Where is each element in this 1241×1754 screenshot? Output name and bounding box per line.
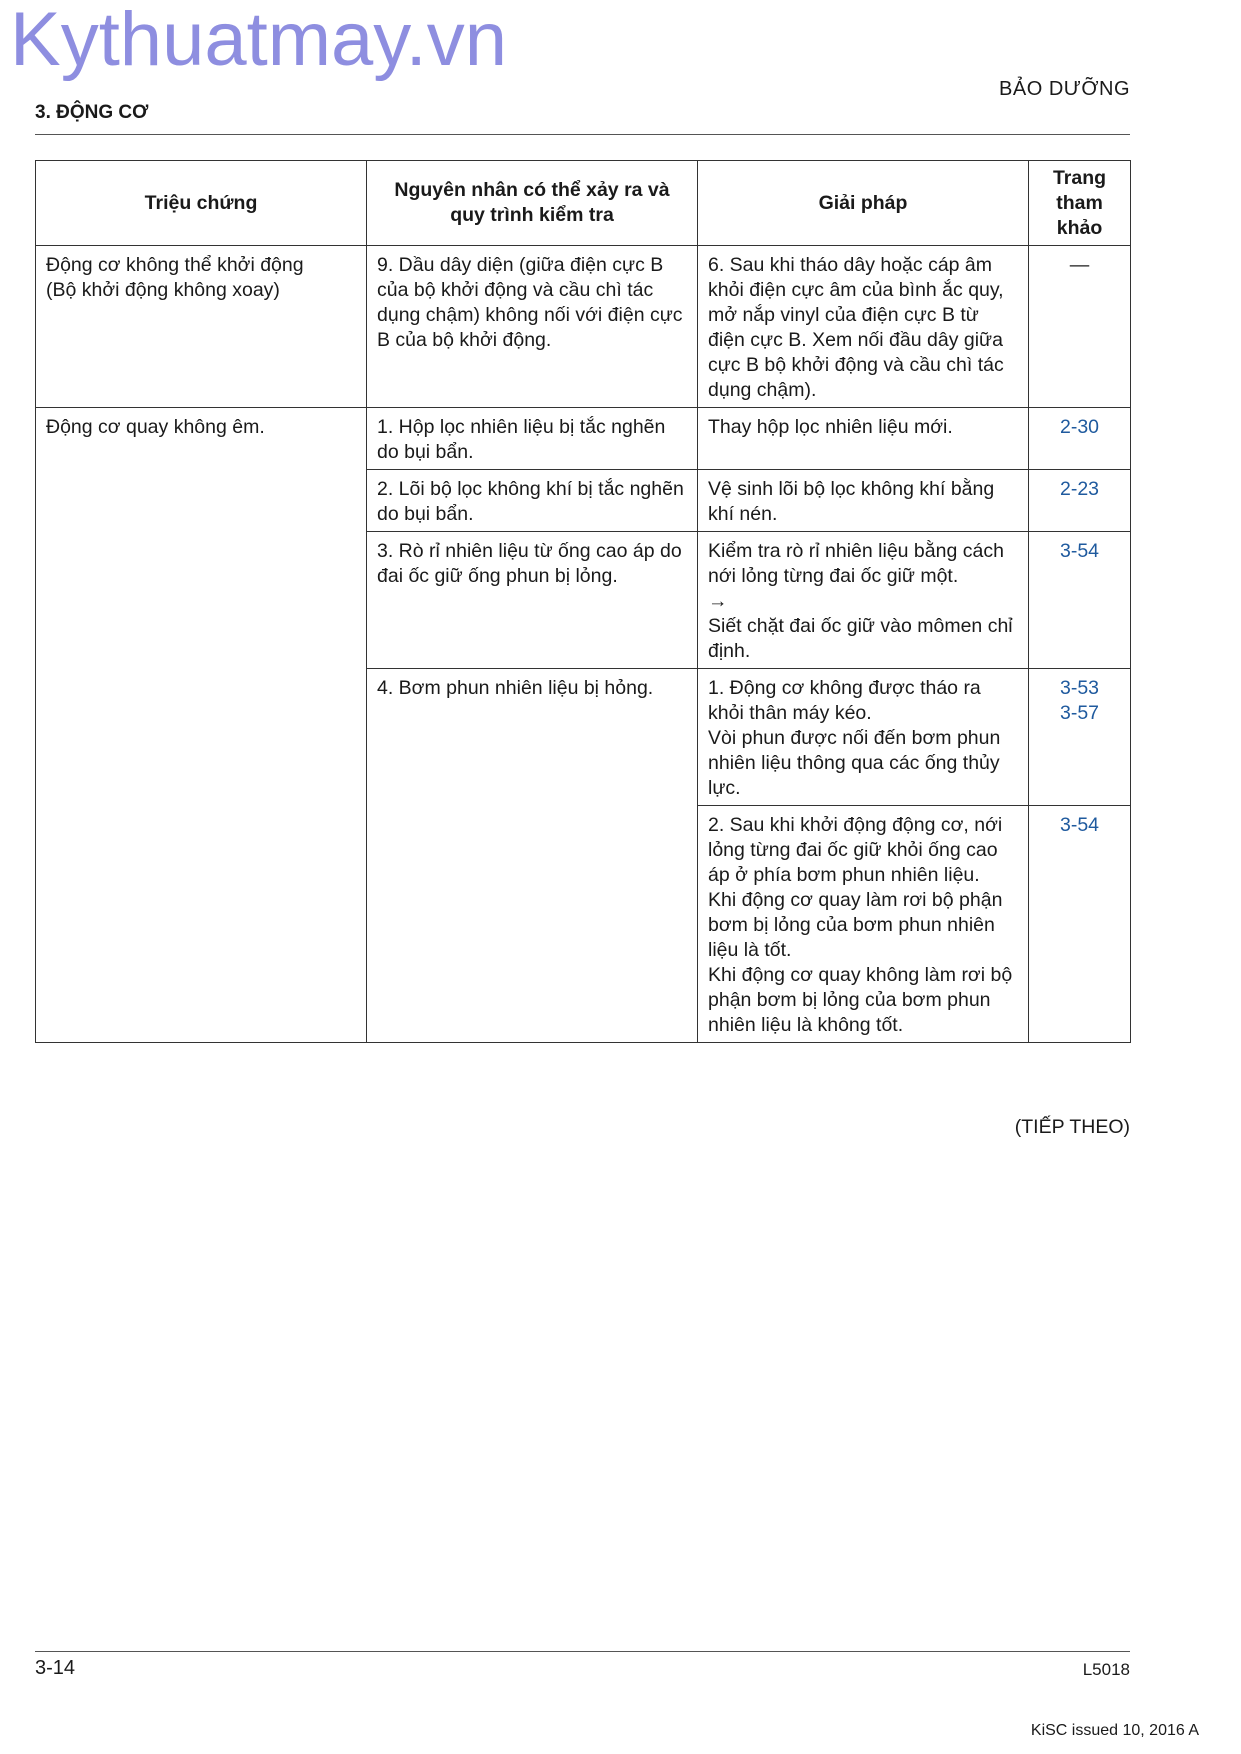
table-row: [36, 246, 1131, 408]
issue-info: KiSC issued 10, 2016 A: [1030, 1722, 1199, 1739]
symptom-cell: Động cơ không thể khởi động (Bộ khởi động không xoay): [36, 246, 367, 408]
cause-cell: 1. Hộp lọc nhiên liệu bị tắc nghẽn do bụi bẩn.: [367, 408, 698, 470]
cause-cell: 3. Rò rỉ nhiên liệu từ ống cao áp do đai ốc giữ ống phun bị lỏng.: [367, 532, 698, 669]
troubleshooting-table: [35, 160, 1131, 1043]
symptom-cell: Động cơ quay không êm.: [36, 408, 367, 1043]
cause-cell: 9. Dầu dây diện (giữa điện cực B của bộ khởi động và cầu chì tác dụng chậm) không nối với điện cực B của bộ khởi động.: [367, 246, 698, 408]
header-rule: [35, 134, 1130, 135]
model-code: L5018: [1082, 1660, 1130, 1679]
ref-link[interactable]: 2-23: [1029, 470, 1131, 532]
page-number: 3-14: [35, 1657, 76, 1679]
table-header-row: [36, 161, 1131, 246]
solution-cell: Thay hộp lọc nhiên liệu mới.: [698, 408, 1029, 470]
solution-cell: 2. Sau khi khởi động động cơ, nới lỏng từng đai ốc giữ khỏi ống cao áp ở phía bơm phun nhiên liệu. Khi động cơ quay làm rơi bộ phận bơm bị lỏng của bơm phun nhiên liệu là tốt. Khi động cơ quay không làm rơi bộ phận bơm bị lỏng của bơm phun nhiên liệu là không tốt.: [698, 806, 1029, 1043]
continued-label: (TIẾP THEO): [1014, 1116, 1130, 1138]
header-solution: Giải pháp: [698, 161, 1029, 246]
ref-cell: —: [1029, 246, 1131, 408]
ref-link[interactable]: 3-54: [1029, 532, 1131, 669]
header-symptom: Triệu chứng: [36, 161, 367, 246]
header-ref: Trang tham khảo: [1029, 161, 1131, 246]
footer-rule: [35, 1651, 1130, 1652]
solution-cell: 6. Sau khi tháo dây hoặc cáp âm khỏi điện cực âm của bình ắc quy, mở nắp vinyl của điện cực B từ điện cực B. Xem nối đầu dây giữa cực B bộ khởi động và cầu chì tác dụng chậm).: [698, 246, 1029, 408]
section-title: 3. ĐỘNG CƠ: [35, 102, 149, 123]
cause-cell: 2. Lõi bộ lọc không khí bị tắc nghẽn do bụi bẩn.: [367, 470, 698, 532]
solution-cell: 1. Động cơ không được tháo ra khỏi thân máy kéo. Vòi phun được nối đến bơm phun nhiên liệu thông qua các ống thủy lực.: [698, 669, 1029, 806]
ref-link[interactable]: 3-54: [1029, 806, 1131, 1043]
solution-cell: Vệ sinh lõi bộ lọc không khí bằng khí nén.: [698, 470, 1029, 532]
cause-cell: 4. Bơm phun nhiên liệu bị hỏng.: [367, 669, 698, 1043]
ref-link[interactable]: 3-53 3-57: [1029, 669, 1131, 806]
watermark-logo: Kythuatmay.vn: [10, 0, 508, 82]
table-row: [36, 408, 1131, 470]
header-cause: Nguyên nhân có thể xảy ra và quy trình kiểm tra: [367, 161, 698, 246]
solution-cell: Kiểm tra rò rỉ nhiên liệu bằng cách nới lỏng từng đai ốc giữ một. → Siết chặt đai ốc giữ vào mômen chỉ định.: [698, 532, 1029, 669]
ref-link[interactable]: 2-30: [1029, 408, 1131, 470]
chapter-title: BẢO DƯỠNG: [999, 78, 1130, 100]
